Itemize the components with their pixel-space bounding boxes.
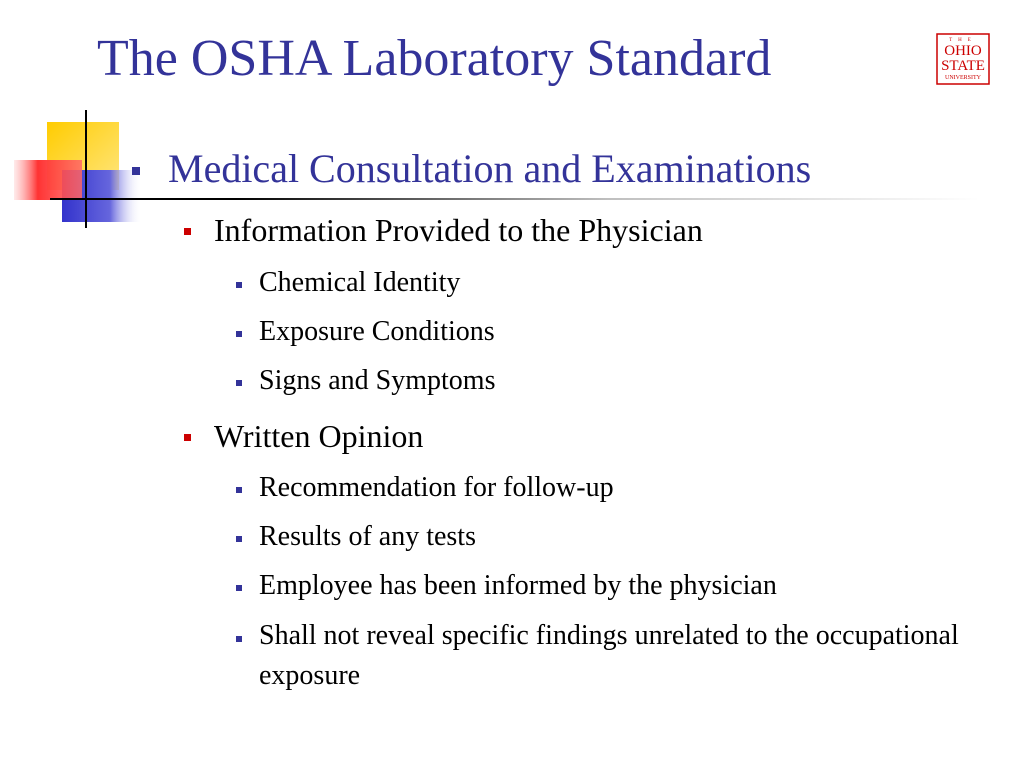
ohio-state-logo	[936, 33, 990, 85]
logo-line-state: STATE	[941, 58, 985, 74]
list-item	[259, 467, 614, 509]
bullet-square-icon	[236, 282, 242, 288]
list-item-text: Shall not reveal specific findings unrelated to the occupational exposure	[259, 620, 959, 691]
list-item	[259, 311, 495, 353]
logo-top-text: THE	[949, 38, 977, 43]
section-item	[214, 413, 423, 459]
list-item	[259, 360, 495, 402]
list-item	[259, 616, 1009, 696]
section-label: Written Opinion	[214, 418, 424, 454]
bullet-square-icon	[236, 331, 242, 337]
list-item	[259, 262, 460, 304]
bullet-square-icon	[132, 167, 140, 175]
bullet-heading	[168, 140, 811, 198]
list-item	[259, 565, 777, 607]
list-item-text: Results of any tests	[259, 521, 476, 552]
slide-title: The OSHA Laboratory Standard	[97, 30, 772, 87]
section-item	[214, 207, 703, 253]
logo-line-ohio: OHIO	[944, 43, 982, 59]
heading-text: Medical Consultation and Examinations	[168, 146, 812, 191]
section-label: Information Provided to the Physician	[214, 212, 703, 248]
bullet-square-icon	[236, 636, 242, 642]
bullet-square-icon	[236, 585, 242, 591]
list-item	[259, 516, 476, 558]
list-item-text: Chemical Identity	[259, 267, 461, 298]
bullet-square-icon	[236, 380, 242, 386]
title-underline	[50, 198, 980, 200]
list-item-text: Recommendation for follow-up	[259, 472, 614, 503]
list-item-text: Signs and Symptoms	[259, 365, 496, 396]
bullet-square-icon	[184, 228, 191, 235]
bullet-square-icon	[236, 487, 242, 493]
bullet-square-icon	[184, 434, 191, 441]
list-item-text: Employee has been informed by the physician	[259, 570, 777, 601]
deco-red-square	[14, 160, 82, 200]
bullet-square-icon	[236, 536, 242, 542]
list-item-text: Exposure Conditions	[259, 316, 495, 347]
logo-line-university: UNIVERSITY	[945, 75, 981, 81]
